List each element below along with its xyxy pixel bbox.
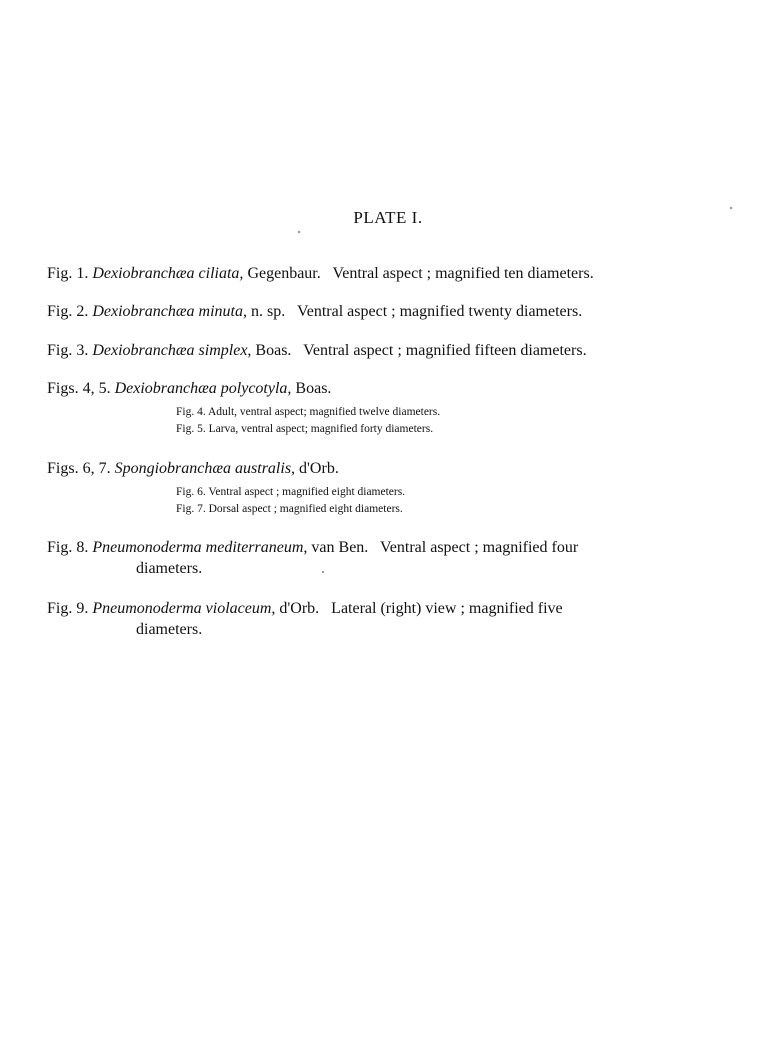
fig-number: Figs. 6, 7. [47, 460, 111, 477]
species-author: n. sp. [251, 303, 286, 320]
figure-entry-6-7 [47, 458, 727, 479]
species-author: d'Orb. [299, 460, 339, 477]
figure-entry-8 [47, 537, 727, 579]
fig-description-continued: diameters. [136, 560, 203, 577]
figure-entry-4-5 [47, 378, 727, 399]
fig-description: Lateral (right) view ; magnified five [331, 600, 563, 617]
fig-description: Ventral aspect ; magnified fifteen diameters. [303, 342, 587, 359]
sub-figure-6: Fig. 6. Ventral aspect ; magnified eight diameters. [176, 486, 406, 498]
species-author: d'Orb. [279, 600, 320, 617]
sub-figure-5: Fig. 5. Larva, ventral aspect; magnified forty diameters. [176, 423, 434, 435]
sub-figure-4: Fig. 4. Adult, ventral aspect; magnified twelve diameters. [176, 406, 441, 418]
fig-description: Ventral aspect ; magnified twenty diameters. [296, 303, 583, 320]
scan-speck [322, 571, 324, 573]
scan-speck [730, 207, 732, 209]
figure-entry-3 [47, 340, 727, 361]
entry-first-line [47, 537, 727, 558]
species-author: Boas. [255, 342, 292, 359]
fig-number: Fig. 9. [47, 600, 89, 617]
plate-title: PLATE I. [353, 208, 423, 227]
figure-entry-1 [47, 263, 727, 284]
fig-number: Fig. 2. [47, 303, 89, 320]
fig-number: Fig. 3. [47, 342, 89, 359]
species-name: Dexiobranchæa simplex, [92, 342, 252, 359]
fig-description-continued: diameters. [136, 621, 203, 638]
species-name: Spongiobranchæa australis, [114, 460, 296, 477]
species-name: Pneumonoderma mediterraneum, [92, 539, 308, 556]
fig-number: Fig. 8. [47, 539, 89, 556]
species-name: Pneumonoderma violaceum, [92, 600, 276, 617]
species-name: Dexiobranchæa minuta, [92, 303, 247, 320]
species-name: Dexiobranchæa polycotyla, [114, 380, 292, 397]
fig-number: Figs. 4, 5. [47, 380, 111, 397]
fig-number: Fig. 1. [47, 265, 89, 282]
species-author: Boas. [295, 380, 332, 397]
species-author: Gegenbaur. [247, 265, 321, 282]
figure-entry-9 [47, 598, 727, 640]
sub-figure-7: Fig. 7. Dorsal aspect ; magnified eight diameters. [176, 503, 403, 515]
fig-description: Ventral aspect ; magnified four [380, 539, 579, 556]
entry-first-line [47, 598, 727, 619]
species-name: Dexiobranchæa ciliata, [92, 265, 244, 282]
figure-entry-2 [47, 301, 727, 322]
fig-description: Ventral aspect ; magnified ten diameters. [332, 265, 594, 282]
species-author: van Ben. [311, 539, 369, 556]
scan-speck [298, 231, 300, 233]
